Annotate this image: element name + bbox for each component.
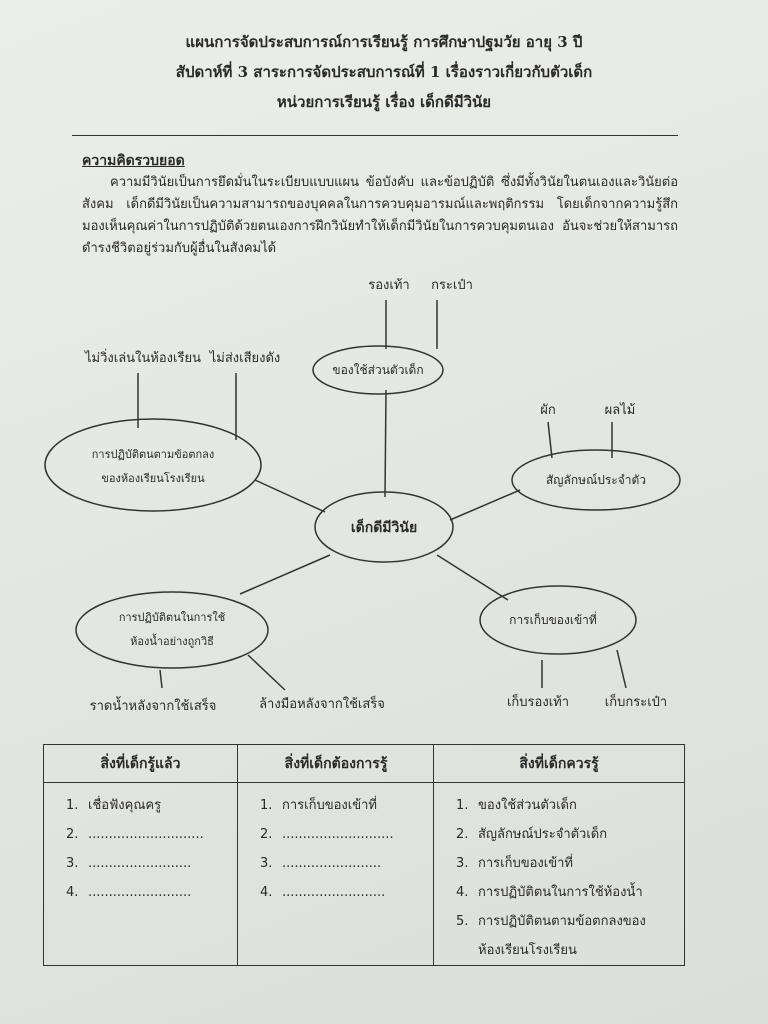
leaf-bag: กระเป๋า	[431, 278, 473, 293]
connector-rules	[255, 480, 325, 512]
toilet-label-line2: ห้องน้ำอย่างถูกวิธี	[130, 635, 214, 648]
item-text: การเก็บของเข้าที่	[282, 798, 377, 813]
belongings-label: ของใช้ส่วนตัวเด็ก	[332, 363, 424, 377]
column-header: สิ่งที่เด็กรู้แล้ว	[44, 745, 237, 783]
connector-belongings	[385, 390, 386, 497]
plan-title: แผนการจัดประสบการณ์การเรียนรู้ การศึกษาปฐมวัย อายุ 3 ปี	[185, 33, 583, 51]
item-text: ............................	[88, 827, 204, 842]
list-item	[434, 791, 684, 820]
node-classroom-rules	[45, 419, 261, 511]
list-item	[434, 907, 684, 965]
leaf-fruit: ผลไม้	[604, 403, 636, 418]
list-item	[434, 849, 684, 878]
leaf-no-noise: ไม่ส่งเสียงดัง	[209, 351, 281, 366]
item-text: การปฏิบัติตนในการใช้ห้องน้ำ	[478, 885, 643, 900]
column-should-know	[433, 745, 684, 965]
connector-storage	[437, 555, 508, 600]
item-number: 2.	[260, 827, 273, 842]
header-divider	[72, 135, 678, 136]
column-header: สิ่งที่เด็กต้องการรู้	[238, 745, 434, 783]
node-toilet-use	[76, 592, 268, 668]
item-text: ........................	[282, 856, 382, 871]
item-text: เชื่อฟังคุณครู	[88, 798, 162, 813]
column-header: สิ่งที่เด็กควรรู้	[434, 745, 684, 783]
kwl-table	[43, 744, 685, 966]
item-text: ...........................	[282, 827, 394, 842]
column-known	[44, 745, 237, 965]
item-number: 2.	[456, 827, 469, 842]
list-item	[434, 878, 684, 907]
leaf-no-running: ไม่วิ่งเล่นในห้องเรียน	[85, 351, 201, 366]
item-number: 3.	[456, 856, 469, 871]
leaf-line-flush	[160, 670, 162, 688]
leaf-shoes: รองเท้า	[368, 278, 410, 293]
item-number: 2.	[66, 827, 79, 842]
item-text: การเก็บของเข้าที่	[478, 856, 573, 871]
item-text: การปฏิบัติตนตามข้อตกลงของห้องเรียนโรงเรียน	[478, 914, 646, 958]
concept-heading: ความคิดรวบยอด	[82, 153, 185, 169]
list-item	[44, 849, 237, 878]
leaf-flush: ราดน้ำหลังจากใช้เสร็จ	[89, 699, 217, 714]
leaf-line-store-bag	[617, 650, 626, 688]
center-label: เด็กดีมีวินัย	[350, 520, 418, 536]
toilet-label-line1: การปฏิบัติตนในการใช้	[118, 611, 226, 624]
connector-symbol	[450, 490, 520, 520]
list-item	[238, 791, 434, 820]
item-number: 4.	[66, 885, 79, 900]
item-number: 1.	[66, 798, 79, 813]
item-text: .........................	[88, 856, 192, 871]
leaf-wash-hands: ล้างมือหลังจากใช้เสร็จ	[259, 697, 385, 712]
rules-label-line1: การปฏิบัติตนตามข้อตกลง	[91, 448, 215, 461]
week-topic-line: สัปดาห์ที่ 3 สาระการจัดประสบการณ์ที่ 1 เรื่องราวเกี่ยวกับตัวเด็ก	[175, 63, 593, 81]
item-number: 1.	[260, 798, 273, 813]
leaf-vegetable: ผัก	[540, 403, 556, 418]
item-number: 5.	[456, 914, 469, 929]
item-number: 4.	[260, 885, 273, 900]
rules-label-line2: ของห้องเรียนโรงเรียน	[101, 472, 205, 485]
connector-toilet	[240, 555, 330, 594]
leaf-store-bag: เก็บกระเป๋า	[604, 695, 668, 710]
mind-map-diagram	[0, 260, 768, 730]
item-text: .........................	[282, 885, 386, 900]
list-item	[44, 791, 237, 820]
storage-label: การเก็บของเข้าที่	[509, 613, 597, 627]
leaf-store-shoes: เก็บรองเท้า	[506, 695, 570, 710]
list-item	[44, 820, 237, 849]
list-item	[238, 820, 434, 849]
item-text: สัญลักษณ์ประจำตัวเด็ก	[478, 827, 608, 842]
item-text: .........................	[88, 885, 192, 900]
list-item	[434, 820, 684, 849]
list-item	[238, 849, 434, 878]
item-number: 3.	[260, 856, 273, 871]
concept-paragraph: ความมีวินัยเป็นการยึดมั่นในระเบียบแบบแผน ข้อบังคับ และข้อปฏิบัติ ซึ่งมีทั้งวินัยในตนเองและวินัยต่อสังคม เด็กดีมีวินัยเป็นความสามารถของบุคคลในการควบคุมอารมณ์และพฤติกรรม โดยเด็กจากความรู้สึกมองเห็นคุณค่าในการปฏิบัติด้วยตนเองการฝึกวินัยทำให้เด็กมีวินัยในการควบคุมตนเอง อันจะช่วยให้สามารถดำรงชีวิตอยู่ร่วมกับผู้อื่นในสังคมได้	[82, 175, 678, 256]
list-item	[238, 878, 434, 907]
item-number: 4.	[456, 885, 469, 900]
column-want-to-know	[237, 745, 434, 965]
leaf-line-vegetable	[548, 422, 552, 458]
list-item	[44, 878, 237, 907]
item-number: 3.	[66, 856, 79, 871]
leaf-line-wash-hands	[248, 655, 285, 690]
learning-unit-line: หน่วยการเรียนรู้ เรื่อง เด็กดีมีวินัย	[276, 93, 492, 111]
item-number: 1.	[456, 798, 469, 813]
item-text: ของใช้ส่วนตัวเด็ก	[478, 798, 577, 813]
symbol-label: สัญลักษณ์ประจำตัว	[545, 473, 647, 487]
